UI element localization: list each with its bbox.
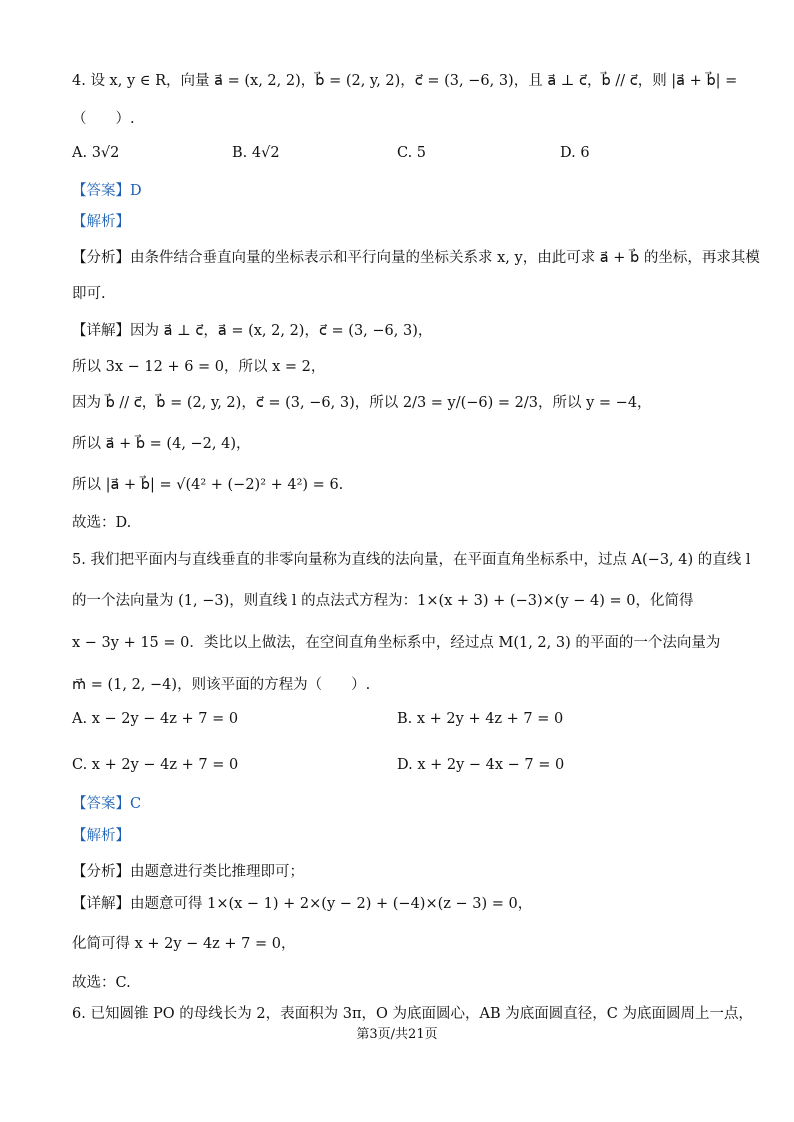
q4-answer: 【答案】D — [72, 183, 142, 199]
q5-option-c: C. x + 2y − 4z + 7 = 0 — [72, 757, 239, 773]
q4-option-a: A. 3√2 — [72, 145, 120, 161]
q5-stem-line-2: 的一个法向量为 (1, −3)，则直线 l 的点法式方程为：1×(x + 3) + (−3)×(y − 4) = 0，化简得 — [72, 593, 694, 609]
q5-option-a: A. x − 2y − 4z + 7 = 0 — [72, 711, 239, 727]
q5-option-b: B. x + 2y + 4z + 7 = 0 — [397, 711, 564, 727]
q4-fenxi-line-2: 即可. — [72, 286, 106, 302]
q5-answer: 【答案】C — [72, 796, 142, 812]
q4-detail-line-4: 所以 a⃗ + b⃗ = (4, −2, 4)， — [72, 436, 251, 452]
q6-stem-line-1: 6. 已知圆锥 PO 的母线长为 2，表面积为 3π，O 为底面圆心，AB 为底面圆直径，C 为底面圆周上一点， — [72, 1006, 753, 1022]
q5-stem-line-4: m⃗ = (1, 2, −4)，则该平面的方程为（ ）. — [72, 677, 371, 693]
q5-analysis-heading: 【解析】 — [72, 828, 130, 844]
q4-detail-line-2: 所以 3x − 12 + 6 = 0，所以 x = 2， — [72, 359, 326, 375]
q5-stem-line-1: 5. 我们把平面内与直线垂直的非零向量称为直线的法向量，在平面直角坐标系中，过点 A(−3, 4) 的直线 l — [72, 552, 751, 568]
q5-fenxi: 【分析】由题意进行类比推理即可； — [72, 864, 304, 880]
q4-fenxi-line-1: 【分析】由条件结合垂直向量的坐标表示和平行向量的坐标关系求 x, y，由此可求 a⃗ + b⃗ 的坐标，再求其模 — [72, 250, 760, 266]
q4-detail-line-3: 因为 b⃗ // c⃗，b⃗ = (2, y, 2)，c⃗ = (3, −6, 3)，所以 2/3 = y/(−6) = 2/3，所以 y = −4， — [72, 395, 652, 411]
q4-option-d: D. 6 — [560, 145, 590, 161]
q4-detail-line-1: 【详解】因为 a⃗ ⊥ c⃗，a⃗ = (x, 2, 2)，c⃗ = (3, −6, 3)， — [72, 323, 433, 339]
q4-stem-line-2: （ ）. — [72, 111, 135, 127]
q4-detail-line-5: 所以 |a⃗ + b⃗| = √(4² + (−2)² + 4²) = 6. — [72, 477, 344, 493]
q5-choose: 故选：C. — [72, 975, 131, 991]
q5-stem-line-3: x − 3y + 15 = 0．类比以上做法，在空间直角坐标系中，经过点 M(1, 2, 3) 的平面的一个法向量为 — [72, 635, 721, 651]
q5-option-d: D. x + 2y − 4x − 7 = 0 — [397, 757, 565, 773]
q4-choose: 故选：D. — [72, 515, 132, 531]
page-footer: 第3页/共21页 — [356, 1027, 438, 1042]
q4-option-c: C. 5 — [397, 145, 427, 161]
q5-detail-line-1: 【详解】由题意可得 1×(x − 1) + 2×(y − 2) + (−4)×(z − 3) = 0， — [72, 896, 533, 912]
q4-option-b: B. 4√2 — [232, 145, 280, 161]
q5-detail-line-2: 化简可得 x + 2y − 4z + 7 = 0， — [72, 936, 296, 952]
q4-analysis-heading: 【解析】 — [72, 214, 130, 230]
q4-stem-line-1: 4. 设 x, y ∈ R，向量 a⃗ = (x, 2, 2)，b⃗ = (2, y, 2)，c⃗ = (3, −6, 3)，且 a⃗ ⊥ c⃗，b⃗ // c⃗，则 |a⃗ + b⃗| = — [72, 73, 738, 89]
